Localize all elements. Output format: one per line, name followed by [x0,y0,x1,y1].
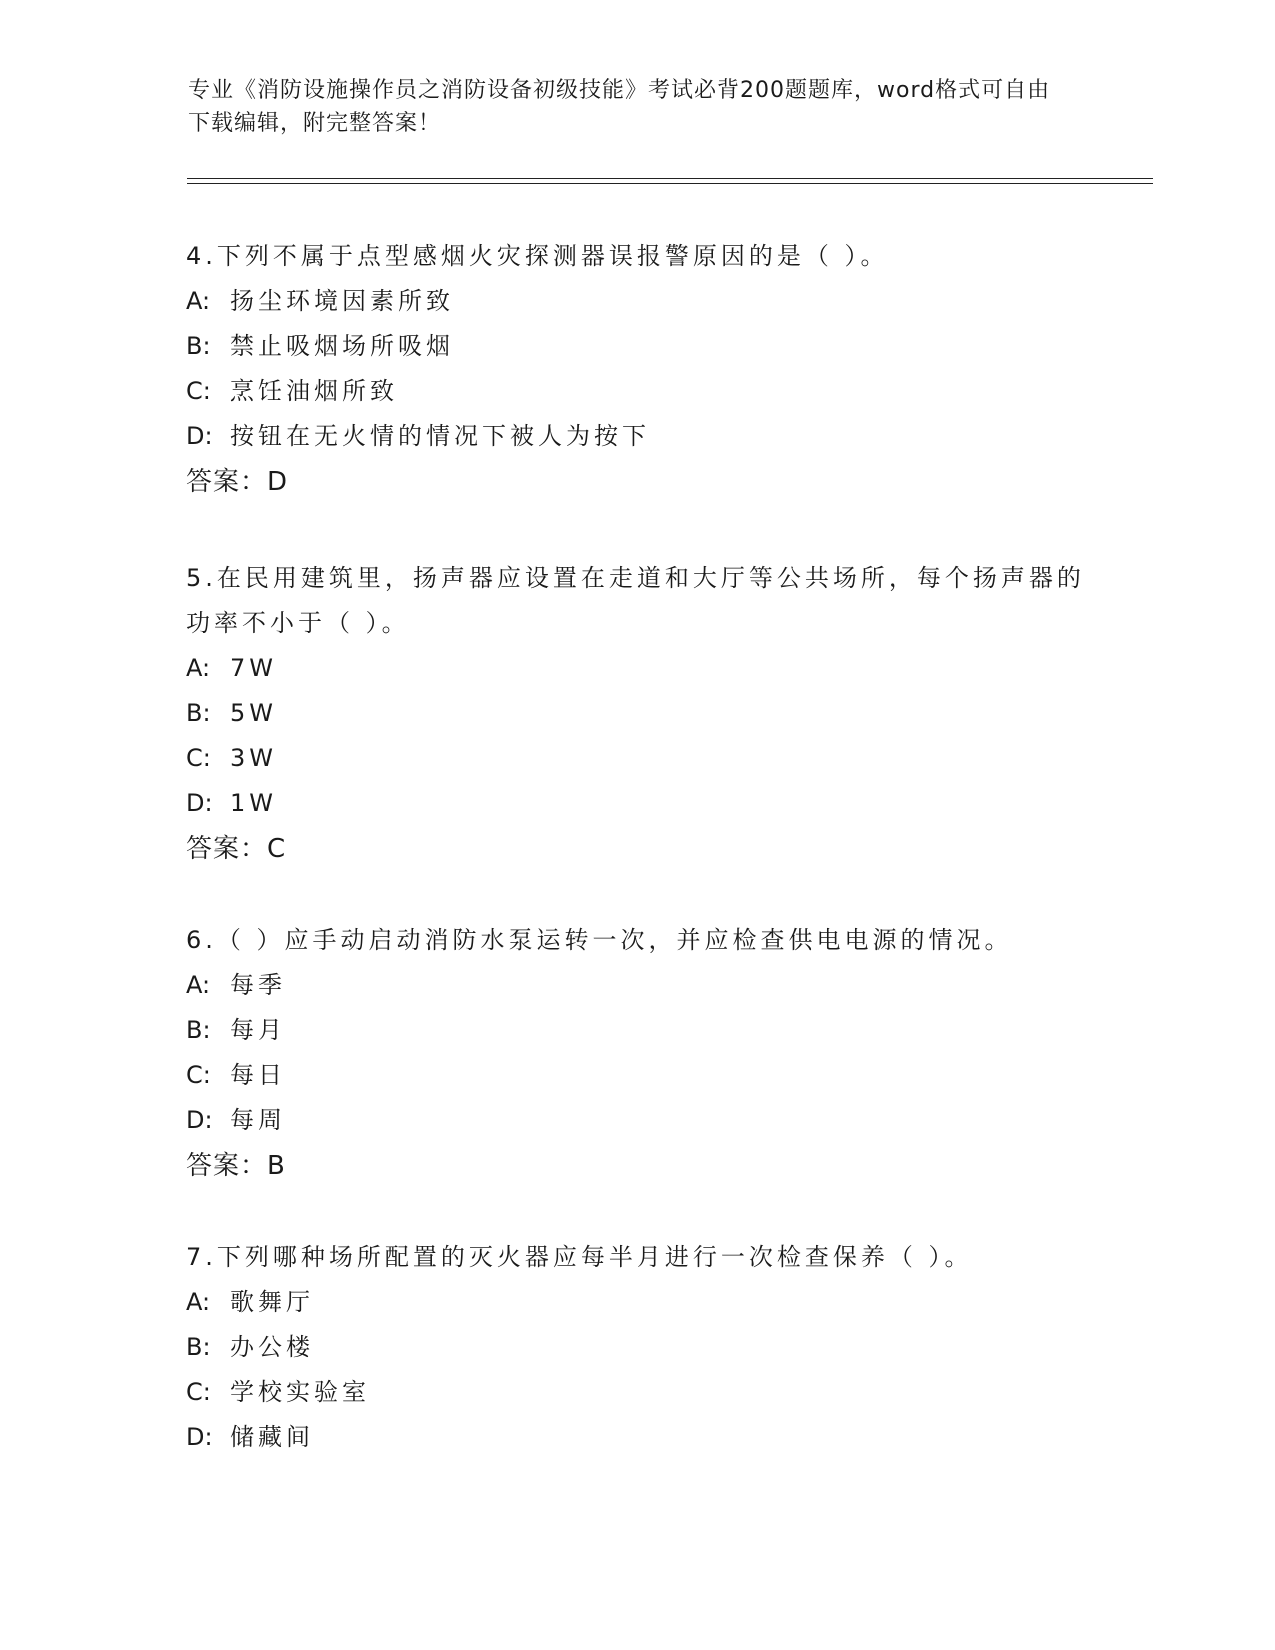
option-letter: D: [186,789,213,817]
option-c [186,369,1086,414]
option-letter: A: [186,971,211,999]
option-letter: B: [186,699,211,727]
question-stem: 6.（ ）应手动启动消防水泵运转一次，并应检查供电电源的情况。 [186,926,1013,954]
question-stem: 7.下列哪种场所配置的灭火器应每半月进行一次检查保养（ ）。 [186,1243,973,1271]
option-letter: C: [186,1061,211,1089]
document-intro: 专业《消防设施操作员之消防设备初级技能》考试必背200题题库，word格式可自由下载编辑，附完整答案！ [188,78,1051,136]
option-text: 扬尘环境因素所致 [230,287,454,315]
option-a [186,963,1086,1008]
question-stem: 4.下列不属于点型感烟火灾探测器误报警原因的是（ ）。 [186,242,889,270]
option-text: 按钮在无火情的情况下被人为按下 [230,422,650,450]
option-d [186,1415,1086,1460]
answer-line: 答案：B [186,1151,286,1181]
question-stem: 5.在民用建筑里，扬声器应设置在走道和大厅等公共场所，每个扬声器的功率不小于（ ）。 [186,564,1085,637]
option-text: 每季 [230,971,286,999]
option-letter: A: [186,1288,211,1316]
option-letter: A: [186,287,211,315]
option-text: 7W [230,654,277,682]
header-divider-bottom [187,183,1153,184]
option-text: 每周 [230,1106,286,1134]
option-letter: A: [186,654,211,682]
option-d [186,781,1086,826]
option-d [186,1098,1086,1143]
option-text: 禁止吸烟场所吸烟 [230,332,454,360]
question-4 [186,234,1086,505]
option-letter: D: [186,422,213,450]
option-letter: D: [186,1423,213,1451]
option-letter: B: [186,332,211,360]
option-letter: B: [186,1333,211,1361]
option-d [186,414,1086,459]
answer-line: 答案：C [186,834,287,864]
option-b [186,324,1086,369]
option-text: 烹饪油烟所致 [230,377,398,405]
option-letter: C: [186,744,211,772]
option-text: 5W [230,699,277,727]
option-a [186,1280,1086,1325]
option-text: 储藏间 [230,1423,314,1451]
option-text: 学校实验室 [230,1378,370,1406]
option-text: 办公楼 [230,1333,314,1361]
option-text: 3W [230,744,277,772]
question-5 [186,556,1086,872]
header-divider-top [187,178,1153,179]
option-a [186,279,1086,324]
option-text: 每日 [230,1061,286,1089]
option-letter: D: [186,1106,213,1134]
answer-line: 答案：D [186,467,289,497]
question-7 [186,1235,1086,1460]
option-c [186,1053,1086,1098]
option-a [186,646,1086,691]
option-c [186,1370,1086,1415]
option-text: 1W [230,789,277,817]
option-text: 歌舞厅 [230,1288,314,1316]
option-b [186,1325,1086,1370]
option-letter: B: [186,1016,211,1044]
option-b [186,691,1086,736]
option-c [186,736,1086,781]
option-letter: C: [186,1378,211,1406]
option-text: 每月 [230,1016,286,1044]
question-6 [186,918,1086,1189]
option-letter: C: [186,377,211,405]
option-b [186,1008,1086,1053]
